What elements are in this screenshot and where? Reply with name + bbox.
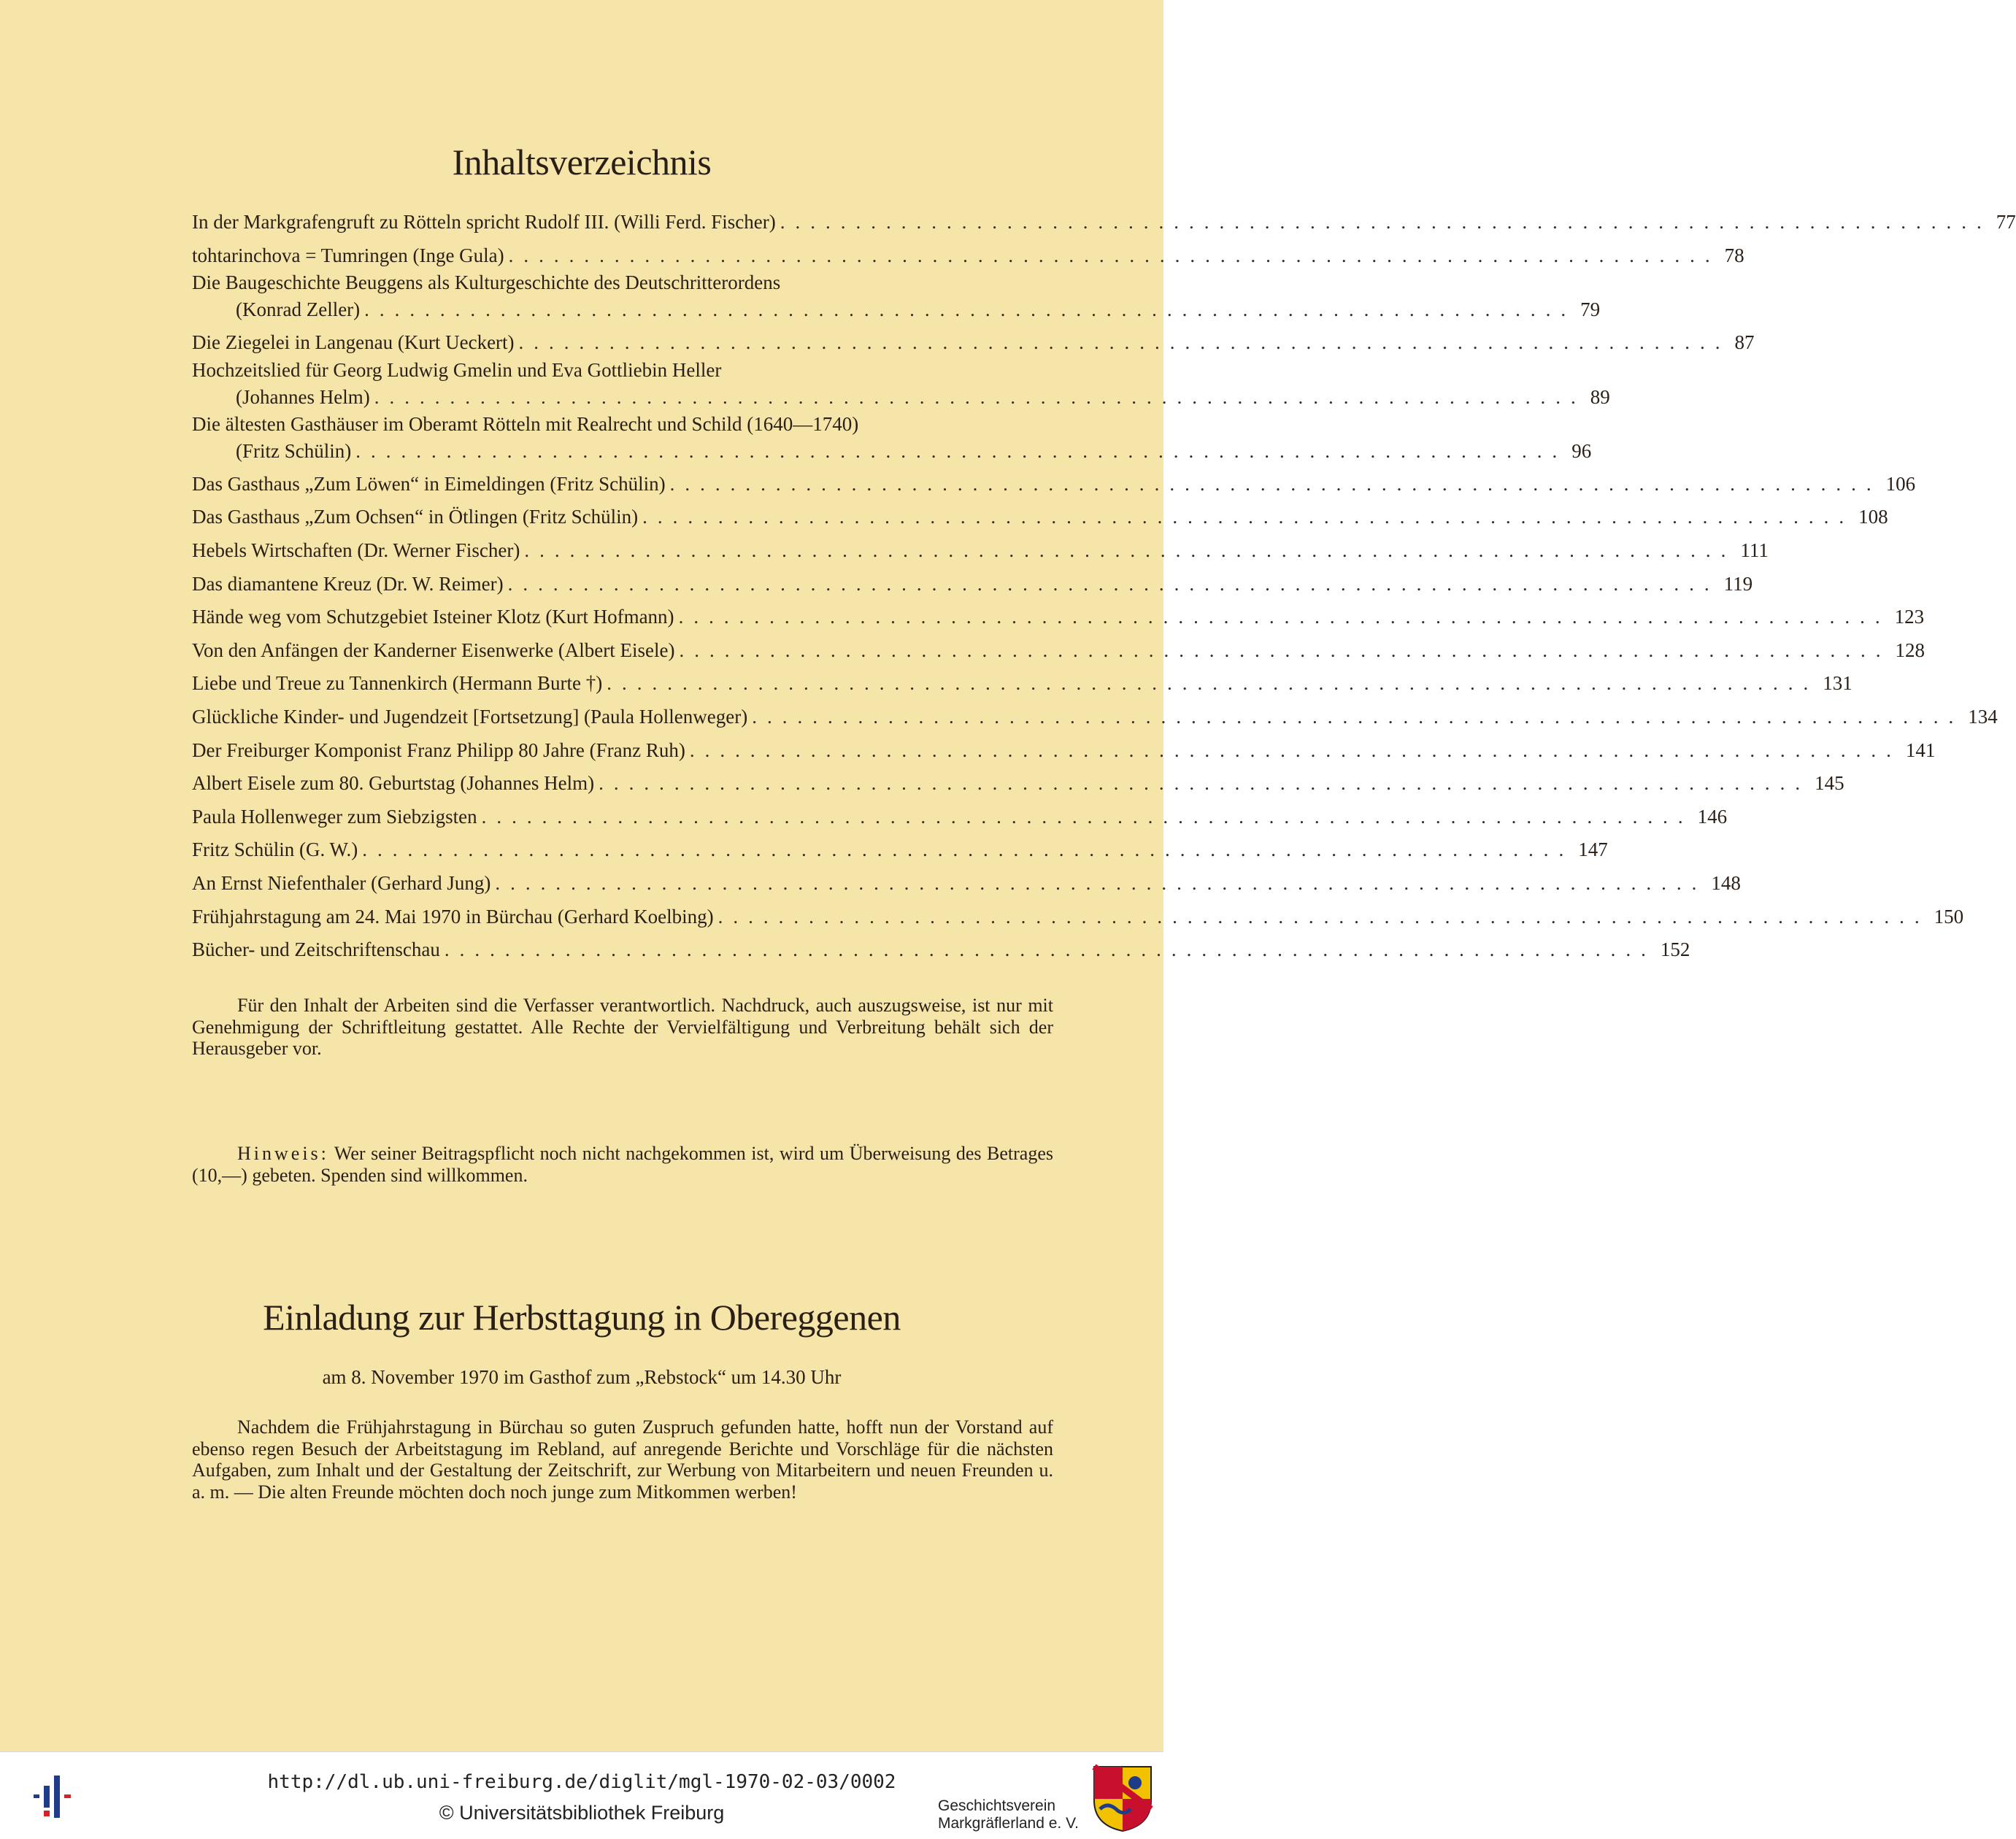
- toc-entry-page-number: 79: [1580, 298, 1601, 321]
- toc-entry-title: Die Ziegelei in Langenau (Kurt Ueckert): [192, 331, 515, 354]
- toc-entry-page-number: 134: [1968, 705, 1998, 728]
- toc-entry-title: (Johannes Helm): [236, 385, 370, 408]
- toc-entry-page-number: 150: [1934, 905, 1964, 928]
- toc-dot-leader: ................................................................................: [780, 211, 1992, 233]
- toc-entry-page-number: 128: [1895, 639, 1925, 661]
- toc-dot-leader: ................................................................................: [678, 606, 1890, 628]
- toc-dot-leader: ................................................................................: [508, 244, 1720, 266]
- coat-of-arms-icon[interactable]: [1093, 1765, 1153, 1832]
- toc-entry-title: Hebels Wirtschaften (Dr. Werner Fischer): [192, 539, 520, 561]
- toc-entry: [192, 867, 1741, 901]
- toc-entry-page-number: 106: [1885, 472, 1916, 495]
- toc-dot-leader: ................................................................................: [607, 672, 1819, 695]
- viewer-footer: [0, 1751, 1163, 1839]
- toc-entry-page-number: 108: [1858, 506, 1888, 528]
- toc-dot-leader: ................................................................................: [717, 905, 1930, 928]
- toc-entry-page-number: 119: [1723, 572, 1753, 595]
- toc-dot-leader: ................................................................................: [364, 298, 1577, 321]
- toc-entry-page-number: 89: [1590, 385, 1610, 408]
- toc-entry-title: Der Freiburger Komponist Franz Philipp 80 Jahre (Franz Ruh): [192, 739, 685, 761]
- invitation-body: Nachdem die Frühjahrstagung in Bürchau so guten Zuspruch gefunden hatte, hofft nun der Vorstand auf ebenso regen Besuch der Arbeitstagung im Rebland, auf anregende Berichte und Vorschläge für die nächsten Aufgaben, zum Inhalt und der Gestaltung der Zeitschrift, zur Werbung von Mitarbeitern und neuen Freunden u. a. m. — Die alten Freunde möchten doch noch junge zum Mitkommen werben!: [192, 1416, 1053, 1503]
- toc-entry-title: Das diamantene Kreuz (Dr. W. Reimer): [192, 572, 504, 595]
- toc-entry-title: Liebe und Treue zu Tannenkirch (Hermann Burte †): [192, 672, 603, 695]
- toc-entry-page-number: 131: [1823, 672, 1853, 695]
- toc-dot-leader: ................................................................................: [599, 772, 1811, 795]
- notice-text: Wer seiner Beitragspflicht noch nicht nachgekommen ist, wird um Überweisung des Betrages (10,—) gebeten. Spenden sind willkommen.: [192, 1143, 1053, 1186]
- toc-dot-leader: ................................................................................: [374, 385, 1586, 408]
- toc-entry-title: Das Gasthaus „Zum Löwen“ in Eimeldingen (Fritz Schülin): [192, 472, 666, 495]
- toc-entry-title: Bücher- und Zeitschriftenschau: [192, 938, 440, 961]
- organization-name-line2: Markgräflerland e. V.: [938, 1815, 1079, 1832]
- toc-entry-title: An Ernst Niefenthaler (Gerhard Jung): [192, 871, 491, 894]
- toc-dot-leader: ................................................................................: [362, 838, 1574, 861]
- toc-entry-title: Albert Eisele zum 80. Geburtstag (Johannes Helm): [192, 772, 595, 795]
- toc-entry: [192, 801, 1728, 834]
- toc-entry-title: Glückliche Kinder- und Jugendzeit [Fortsetzung] (Paula Hollenweger): [192, 705, 748, 728]
- toc-dot-leader: ................................................................................: [481, 805, 1693, 828]
- toc-entry: [192, 933, 1690, 967]
- toc-entry-page-number: 145: [1815, 772, 1844, 795]
- toc-entry: [192, 206, 2016, 239]
- disclaimer-paragraph: Für den Inhalt der Arbeiten sind die Verfasser verantwortlich. Nachdruck, auch auszugsweise, ist nur mit Genehmigung der Schriftleitung gestattet. Alle Rechte der Vervielfältigung und Verbreitung behält sich der Herausgeber vor.: [192, 995, 1053, 1059]
- toc-entry-page-number: 147: [1578, 838, 1608, 861]
- toc-entry-title: (Konrad Zeller): [236, 298, 361, 321]
- toc-entry: [192, 412, 1592, 468]
- toc-entry: [192, 358, 1610, 414]
- toc-entry: [192, 468, 1916, 501]
- toc-dot-leader: ................................................................................: [444, 938, 1656, 961]
- toc-dot-leader: ................................................................................: [507, 572, 1720, 595]
- toc-entry-title: Frühjahrstagung am 24. Mai 1970 in Bürchau (Gerhard Koelbing): [192, 905, 714, 928]
- toc-entry-title: Das Gasthaus „Zum Ochsen“ in Ötlingen (Fritz Schülin): [192, 506, 639, 528]
- toc-entry: [192, 734, 1936, 768]
- toc-entry-page-number: 87: [1734, 331, 1755, 354]
- document-url-link[interactable]: http://dl.ub.uni-freiburg.de/diglit/mgl-1970-02-03/0002: [267, 1771, 896, 1793]
- toc-dot-leader: ................................................................................: [495, 871, 1707, 894]
- toc-entry: [192, 767, 1844, 801]
- toc-entry: [192, 501, 1888, 534]
- toc-entry-page-number: 78: [1724, 244, 1744, 266]
- toc-entry-page-number: 111: [1740, 539, 1769, 561]
- organization-name-line1: Geschichtsverein: [938, 1797, 1056, 1814]
- notice-paragraph: [192, 1143, 1053, 1186]
- toc-entry: [192, 239, 1744, 273]
- toc-entry-title: Hände weg vom Schutzgebiet Isteiner Klotz (Kurt Hofmann): [192, 606, 674, 628]
- toc-dot-leader: ................................................................................: [689, 739, 1901, 761]
- toc-entry-title: Die Baugeschichte Beuggens als Kulturgeschichte des Deutschritterordens: [192, 271, 781, 294]
- toc-entry: [192, 326, 1755, 360]
- toc-entry-page-number: 148: [1711, 871, 1741, 894]
- toc-dot-leader: ................................................................................: [752, 705, 1964, 728]
- toc-entry-title: Hochzeitslied für Georg Ludwig Gmelin und Eva Gottliebin Heller: [192, 358, 722, 381]
- toc-entry-page-number: 152: [1660, 938, 1690, 961]
- toc-entry-page-number: 141: [1905, 739, 1936, 761]
- toc-entry-page-number: 96: [1571, 439, 1592, 462]
- toc-entry-page-number: 146: [1697, 805, 1728, 828]
- toc-dot-leader: ................................................................................: [524, 539, 1736, 561]
- organization-name: [938, 1797, 1084, 1832]
- copyright-text: © Universitätsbibliothek Freiburg: [439, 1802, 725, 1824]
- toc-entry: [192, 901, 1964, 934]
- toc-entry-title: (Fritz Schülin): [236, 439, 352, 462]
- toc-entry-title: Fritz Schülin (G. W.): [192, 838, 358, 861]
- toc-entry-title: Die ältesten Gasthäuser im Oberamt Rötteln mit Realrecht und Schild (1640—1740): [192, 412, 859, 435]
- toc-dot-leader: ................................................................................: [355, 439, 1568, 462]
- toc-dot-leader: ................................................................................: [669, 472, 1882, 495]
- toc-entry: [192, 601, 1925, 634]
- toc-dot-leader: ................................................................................: [642, 506, 1855, 528]
- invitation-title: Einladung zur Herbsttagung in Obereggenen: [263, 1297, 901, 1338]
- toc-entry-title: In der Markgrafengruft zu Rötteln spricht Rudolf III. (Willi Ferd. Fischer): [192, 211, 776, 233]
- toc-entry: [192, 271, 1601, 326]
- invitation-subtitle: am 8. November 1970 im Gasthof zum „Rebstock“ um 14.30 Uhr: [322, 1366, 842, 1388]
- toc-dot-leader: ................................................................................: [679, 639, 1891, 661]
- toc-entry: [192, 701, 1998, 734]
- toc-entry: [192, 833, 1608, 867]
- toc-entry-title: Von den Anfängen der Kanderner Eisenwerke (Albert Eisele): [192, 639, 675, 661]
- toc-dot-leader: ................................................................................: [518, 331, 1731, 354]
- table-of-contents: [192, 206, 2016, 967]
- toc-entry: [192, 667, 1853, 701]
- notice-label: Hinweis:: [237, 1143, 329, 1164]
- toc-entry-title: tohtarinchova = Tumringen (Inge Gula): [192, 244, 504, 266]
- toc-entry-page-number: 77: [1996, 211, 2016, 233]
- toc-entry: [192, 634, 1925, 668]
- toc-entry-page-number: 123: [1894, 606, 1925, 628]
- toc-entry: [192, 568, 1753, 601]
- toc-entry-title: Paula Hollenweger zum Siebzigsten: [192, 805, 477, 828]
- page-title: Inhaltsverzeichnis: [452, 142, 712, 182]
- toc-entry: [192, 534, 1769, 568]
